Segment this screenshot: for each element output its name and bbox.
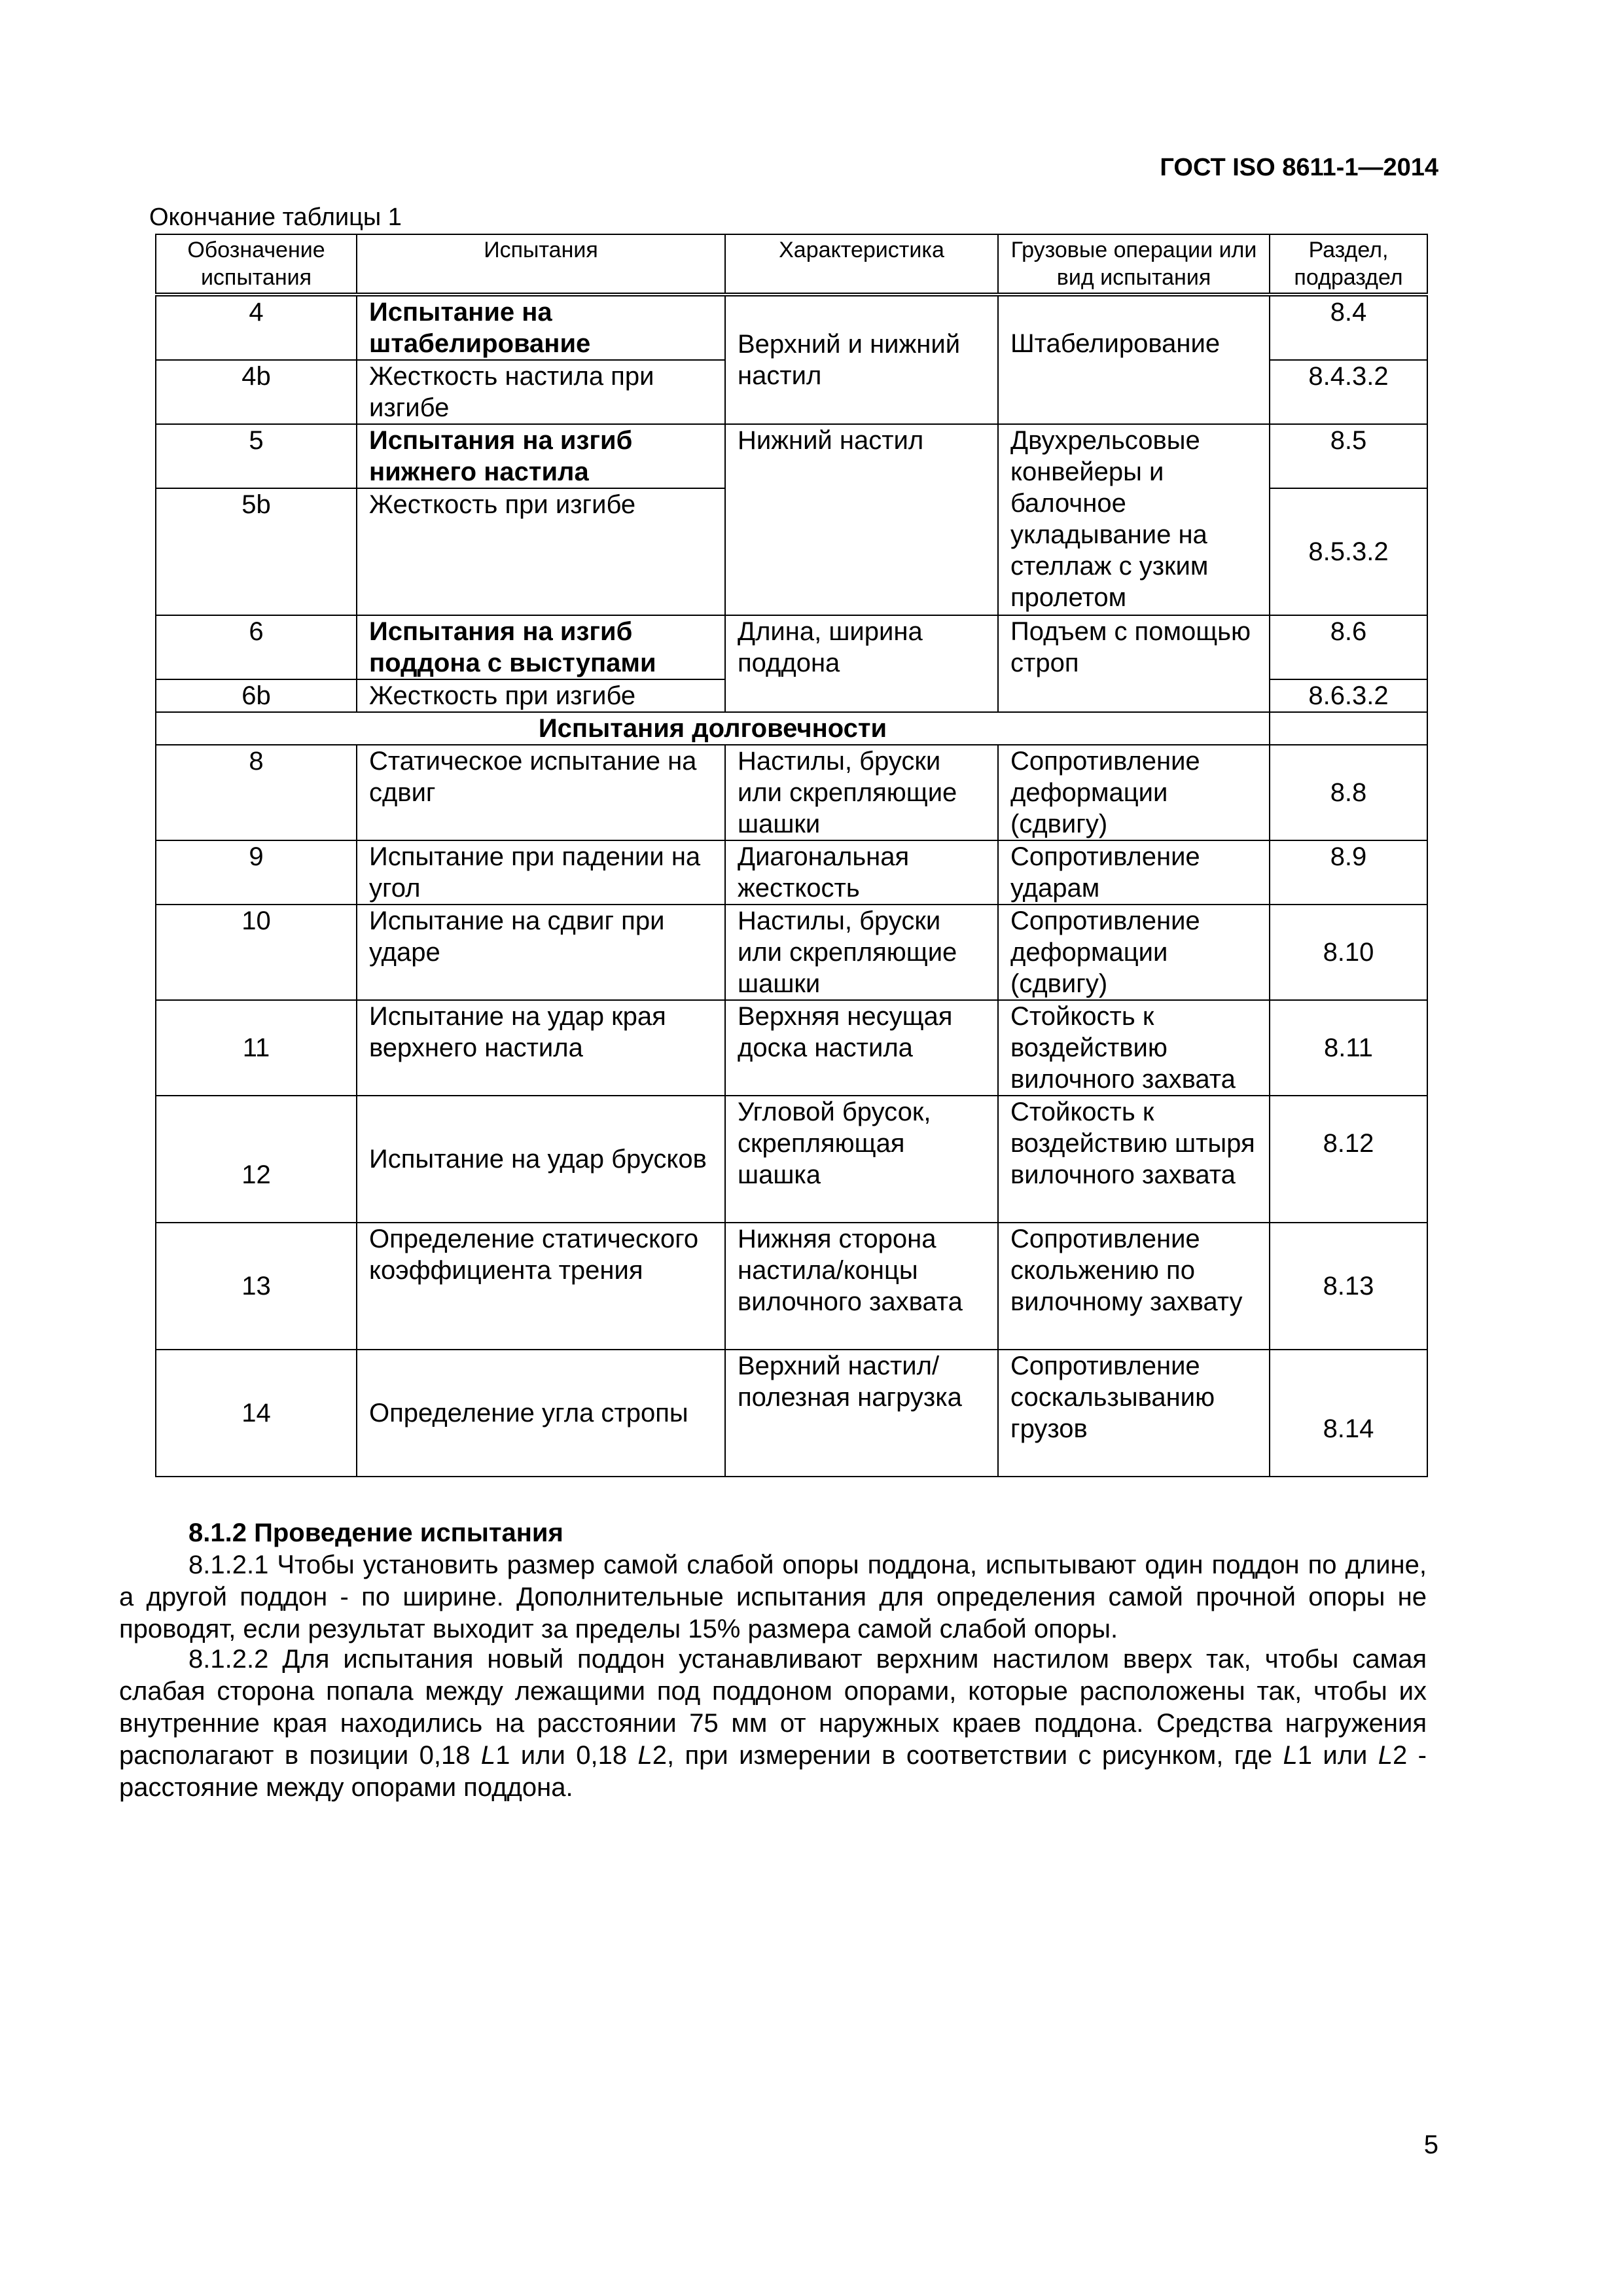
- col-header-id: Обозначение испытания: [156, 234, 357, 295]
- cell-operation: Стойкость к воздействию вилочного захвата: [998, 1000, 1270, 1096]
- paragraph-text: 8.1.2.2 Для испытания новый поддон устанавливают верхним настилом вверх так, чтобы самая слабая сторона попала между лежащими под поддоном опорами, которые расположены так, чтобы их внутренние края находились на расстоянии 75 мм от наружных краев поддона. Средства нагружения располагают в позиции 0,18: [119, 1645, 1427, 1770]
- cell-characteristic: Верхняя несущая доска настила: [725, 1000, 998, 1096]
- cell-id: 4b: [156, 360, 357, 424]
- cell-section: 8.9: [1270, 840, 1427, 905]
- cell-operation: Стойкость к воздействию штыря вилочного захвата: [998, 1096, 1270, 1223]
- cell-operation: Штабелирование: [998, 295, 1270, 424]
- variable-L1-index: 1: [495, 1741, 510, 1770]
- cell-id: 6: [156, 615, 357, 679]
- variable-L2: L: [1378, 1741, 1393, 1770]
- paragraph-text: - расстояние между опорами поддона.: [119, 1741, 1427, 1802]
- section-heading: 8.1.2 Проведение испытания: [188, 1518, 563, 1547]
- cell-id: 8: [156, 745, 357, 840]
- col-header-operation: Грузовые операции или вид испытания: [998, 234, 1270, 295]
- page-number: 5: [1423, 2130, 1438, 2159]
- cell-test: Статическое испытание на сдвиг: [357, 745, 725, 840]
- cell-id: 6b: [156, 679, 357, 712]
- cell-section: 8.6: [1270, 615, 1427, 679]
- table-row: [156, 1000, 1427, 1096]
- cell-test: Испытание на удар края верхнего настила: [357, 1000, 725, 1096]
- cell-operation: Сопротивление скольжению по вилочному захвату: [998, 1223, 1270, 1350]
- table-row: [156, 1350, 1427, 1477]
- variable-L1-index: 1: [1297, 1741, 1312, 1770]
- variable-L1: L: [1283, 1741, 1298, 1770]
- table-row: [156, 1096, 1427, 1223]
- cell-characteristic: Верхний и нижний настил: [725, 295, 998, 424]
- cell-id: 5b: [156, 488, 357, 615]
- cell-test: Определение угла стропы: [357, 1350, 725, 1477]
- table-row: [156, 424, 1427, 488]
- cell-section: 8.12: [1270, 1096, 1427, 1223]
- cell-section: 8.4: [1270, 295, 1427, 360]
- cell-section: 8.4.3.2: [1270, 360, 1427, 424]
- table-row: [156, 295, 1427, 360]
- cell-test: Испытание на удар брусков: [357, 1096, 725, 1223]
- cell-id: 10: [156, 905, 357, 1000]
- col-header-characteristic: Характеристика: [725, 234, 998, 295]
- cell-operation: Сопротивление соскальзыванию грузов: [998, 1350, 1270, 1477]
- cell-test: Испытание на сдвиг при ударе: [357, 905, 725, 1000]
- paragraph-text: , при измерении в соответствии с рисунком, где: [666, 1741, 1283, 1770]
- cell-test: Испытания на изгиб поддона с выступами: [357, 615, 725, 679]
- document-code: ГОСТ ISO 8611-1—2014: [1160, 154, 1438, 181]
- cell-section: 8.8: [1270, 745, 1427, 840]
- table-row: [156, 1223, 1427, 1350]
- cell-section: 8.5.3.2: [1270, 488, 1427, 615]
- table-row: [156, 745, 1427, 840]
- cell-test: Жесткость при изгибе: [357, 488, 725, 615]
- paragraph-8-1-2-1: 8.1.2.1 Чтобы установить размер самой слабой опоры поддона, испытывают один поддон по длине, а другой поддон - по ширине. Дополнительные испытания для определения самой прочной опоры не проводят, если результат выходит за пределы 15% размера самой слабой опоры.: [119, 1551, 1427, 1643]
- cell-section: 8.11: [1270, 1000, 1427, 1096]
- cell-empty: [1270, 712, 1427, 745]
- cell-test: Испытание при падении на угол: [357, 840, 725, 905]
- paragraph-8-1-2-2: [119, 1643, 1427, 1804]
- table-row: [156, 840, 1427, 905]
- cell-operation: Сопротивление ударам: [998, 840, 1270, 905]
- variable-L1: L: [480, 1741, 496, 1770]
- variable-L2-index: 2: [1393, 1741, 1408, 1770]
- cell-id: 12: [156, 1096, 357, 1223]
- cell-section: 8.10: [1270, 905, 1427, 1000]
- cell-id: 13: [156, 1223, 357, 1350]
- cell-characteristic: Настилы, бруски или скрепляющие шашки: [725, 905, 998, 1000]
- cell-id: 4: [156, 295, 357, 360]
- cell-section: 8.5: [1270, 424, 1427, 488]
- paragraph-text: или: [1311, 1741, 1378, 1770]
- cell-id: 11: [156, 1000, 357, 1096]
- cell-operation: Подъем с помощью строп: [998, 615, 1270, 712]
- cell-characteristic: Диагональная жесткость: [725, 840, 998, 905]
- cell-id: 9: [156, 840, 357, 905]
- table-row: [156, 615, 1427, 679]
- cell-characteristic: Настилы, бруски или скрепляющие шашки: [725, 745, 998, 840]
- cell-test: Жесткость настила при изгибе: [357, 360, 725, 424]
- cell-section: 8.6.3.2: [1270, 679, 1427, 712]
- col-header-test: Испытания: [357, 234, 725, 295]
- cell-characteristic: Нижний настил: [725, 424, 998, 615]
- cell-section: 8.14: [1270, 1350, 1427, 1477]
- cell-id: 14: [156, 1350, 357, 1477]
- cell-test: Жесткость при изгибе: [357, 679, 725, 712]
- table-header-row: [156, 234, 1427, 295]
- table-row: [156, 905, 1427, 1000]
- cell-characteristic: Нижняя сторона настила/концы вилочного захвата: [725, 1223, 998, 1350]
- table-caption: Окончание таблицы 1: [149, 204, 402, 231]
- paragraph-text: или 0,18: [510, 1741, 638, 1770]
- cell-test: Испытания на изгиб нижнего настила: [357, 424, 725, 488]
- cell-test: Испытание на штабелирование: [357, 295, 725, 360]
- cell-operation: Двухрельсовые конвейеры и балочное укладывание на стеллаж с узким пролетом: [998, 424, 1270, 615]
- group-heading: Испытания долговечности: [156, 712, 1270, 745]
- variable-L2-index: 2: [652, 1741, 667, 1770]
- cell-characteristic: Верхний настил/полезная нагрузка: [725, 1350, 998, 1477]
- cell-id: 5: [156, 424, 357, 488]
- cell-test: Определение статического коэффициента трения: [357, 1223, 725, 1350]
- table-group-row: [156, 712, 1427, 745]
- cell-characteristic: Длина, ширина поддона: [725, 615, 998, 712]
- cell-operation: Сопротивление деформации (сдвигу): [998, 745, 1270, 840]
- cell-section: 8.13: [1270, 1223, 1427, 1350]
- cell-characteristic: Угловой брусок, скрепляющая шашка: [725, 1096, 998, 1223]
- variable-L2: L: [637, 1741, 652, 1770]
- tests-table: [155, 234, 1428, 1477]
- col-header-section: Раздел, подраздел: [1270, 234, 1427, 295]
- cell-operation: Сопротивление деформации (сдвигу): [998, 905, 1270, 1000]
